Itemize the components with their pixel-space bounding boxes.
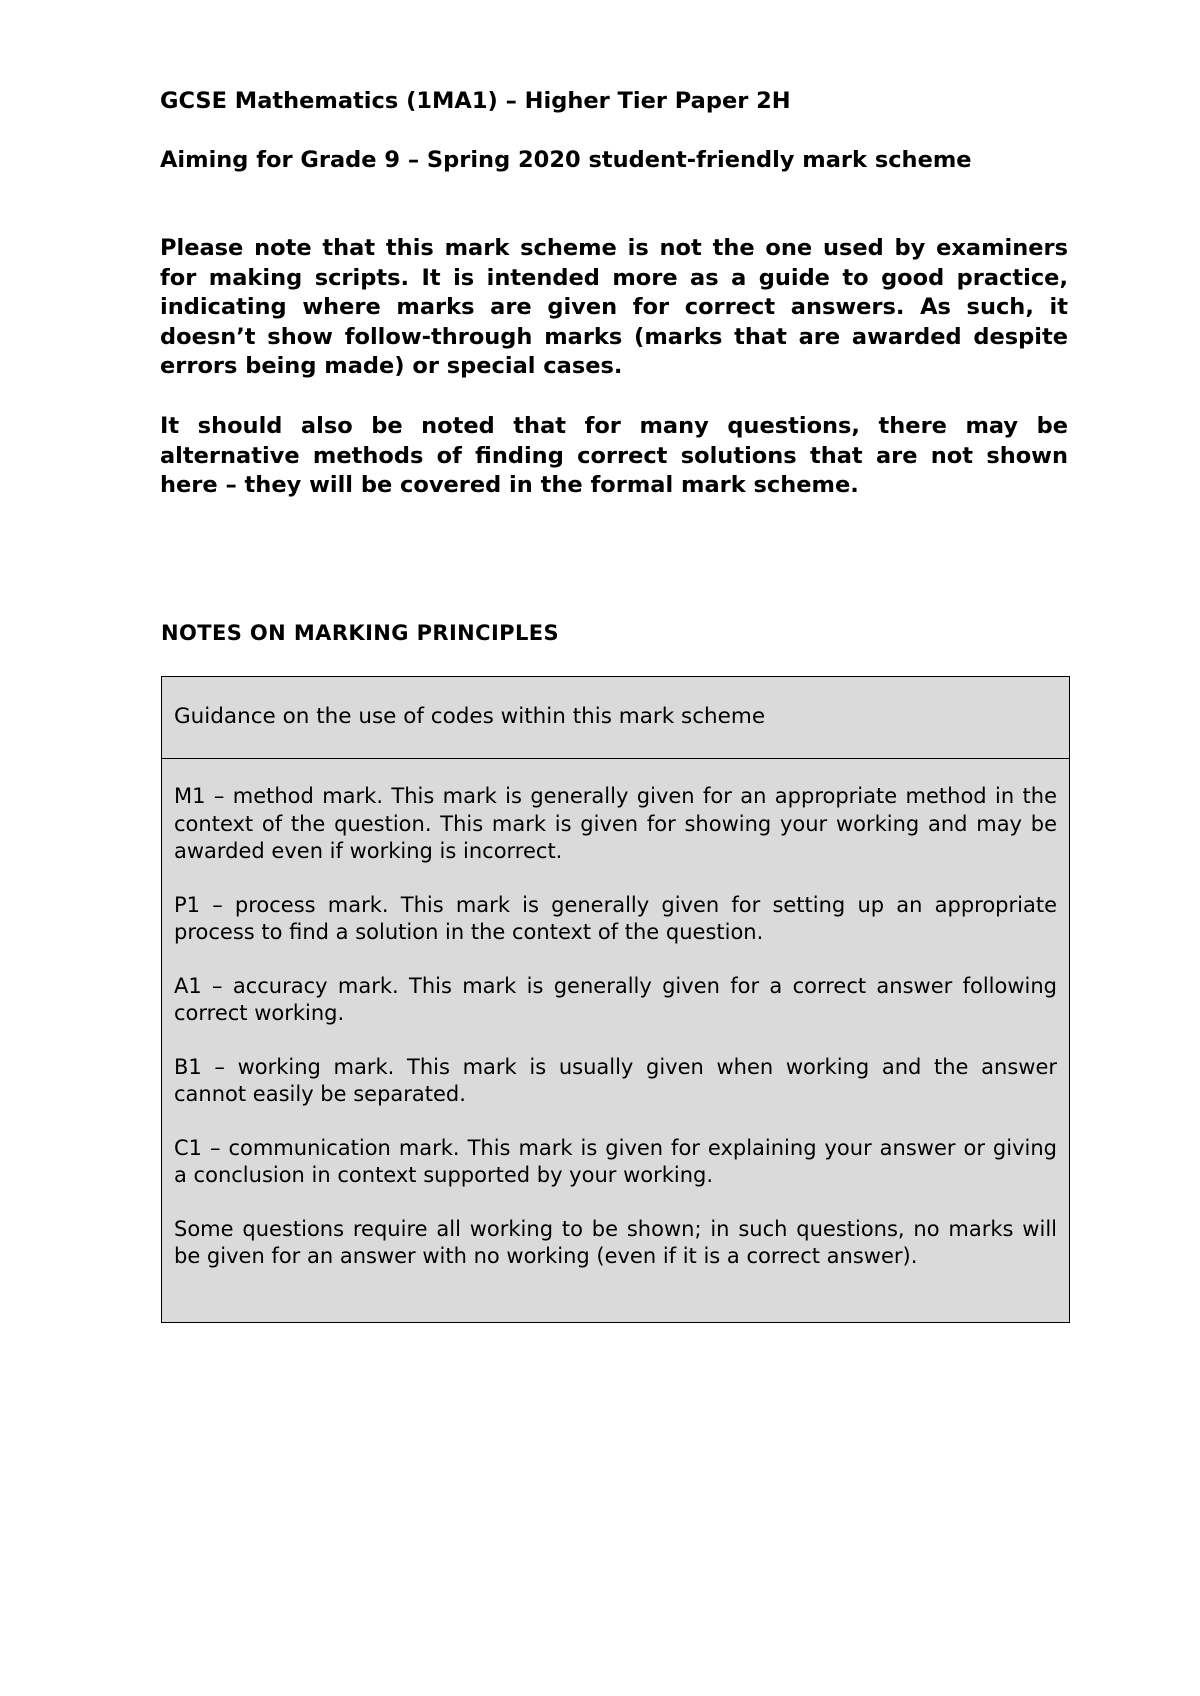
code-c1-description: C1 – communication mark. This mark is given for explaining your answer or giving a conclusion in context supported by your working.: [174, 1135, 1057, 1187]
code-m1-description: M1 – method mark. This mark is generally given for an appropriate method in the context of the question. This mark is given for showing your working and may be awarded even if working is incorrect.: [174, 784, 1057, 863]
codes-table-header: Guidance on the use of codes within this mark scheme: [162, 677, 1069, 759]
disclaimer-note: Please note that this mark scheme is not the one used by examiners for making scripts. It is intended more as a guide to good practice, indicating where marks are given for correct answers. As such, it doesn’t show follow-through marks (marks that are awarded despite errors being made) or special cases.: [160, 235, 1068, 379]
document-subtitle: Aiming for Grade 9 – Spring 2020 student-friendly mark scheme: [160, 147, 972, 173]
codes-table-body: [162, 759, 1069, 1271]
alternative-methods-note: It should also be noted that for many questions, there may be alternative methods of finding correct solutions that are not shown here – they will be covered in the formal mark scheme.: [160, 413, 1068, 498]
working-requirement-note: Some questions require all working to be shown; in such questions, no marks will be given for an answer with no working (even if it is a correct answer).: [174, 1216, 1057, 1268]
document-title: GCSE Mathematics (1MA1) – Higher Tier Paper 2H: [160, 88, 791, 114]
code-b1-description: B1 – working mark. This mark is usually given when working and the answer cannot easily be separated.: [174, 1054, 1057, 1106]
marking-codes-table: [161, 676, 1070, 1323]
section-heading: NOTES ON MARKING PRINCIPLES: [161, 621, 560, 645]
code-p1-description: P1 – process mark. This mark is generally given for setting up an appropriate process to find a solution in the context of the question.: [174, 892, 1057, 944]
code-a1-description: A1 – accuracy mark. This mark is generally given for a correct answer following correct working.: [174, 973, 1057, 1025]
